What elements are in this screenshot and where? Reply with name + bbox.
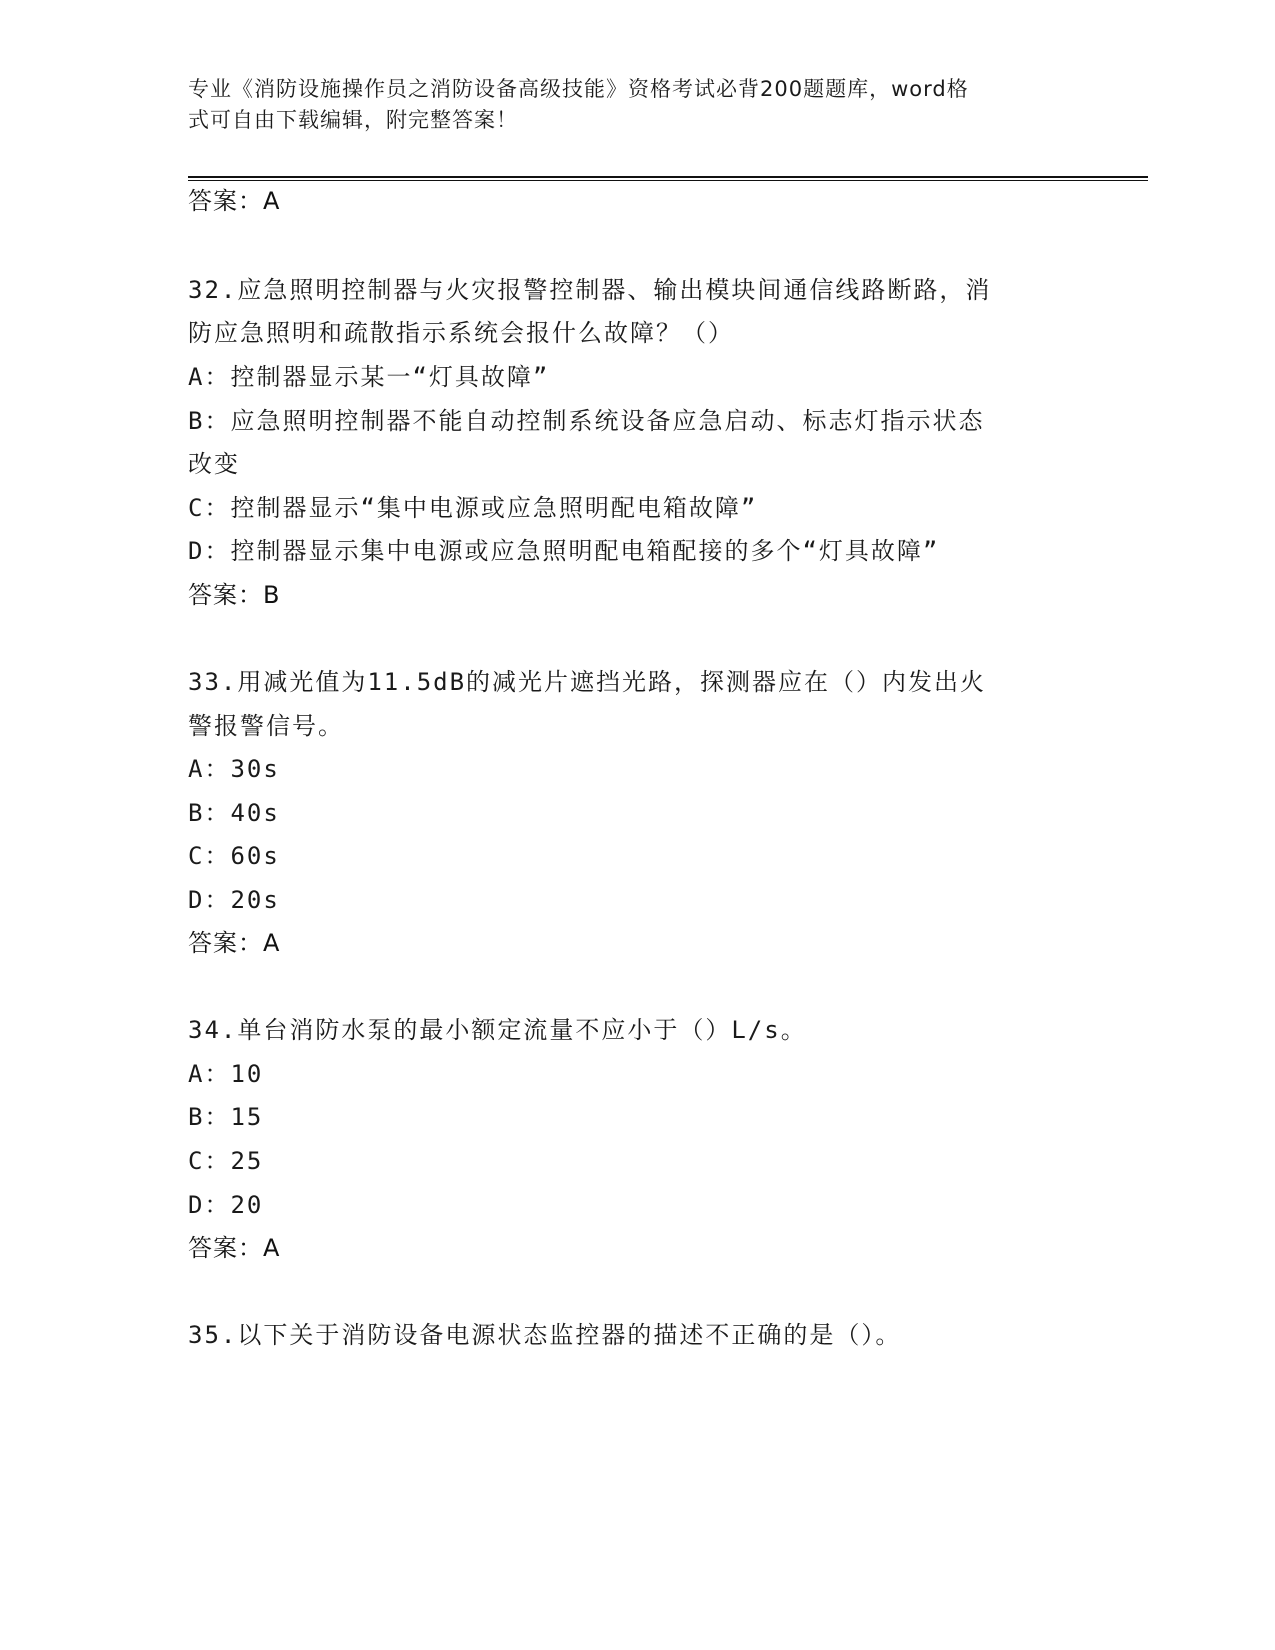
question-32-option-d: D：控制器显示集中电源或应急照明配电箱配接的多个“灯具故障” xyxy=(188,537,940,565)
question-32-option-b-line-2: 改变 xyxy=(188,450,240,478)
question-33-answer: 答案：A xyxy=(188,929,281,957)
question-32-option-a: A：控制器显示某一“灯具故障” xyxy=(188,363,550,391)
header-title-line-1: 专业《消防设施操作员之消防设备高级技能》资格考试必背200题题库，word格 xyxy=(188,77,969,101)
previous-answer: 答案：A xyxy=(188,187,281,215)
question-33-option-d: D：20s xyxy=(188,886,280,914)
question-32-answer: 答案：B xyxy=(188,581,281,609)
question-33-option-b: B：40s xyxy=(188,799,280,827)
question-34-option-b: B：15 xyxy=(188,1103,264,1131)
question-35-stem: 35.以下关于消防设备电源状态监控器的描述不正确的是（）。 xyxy=(188,1321,902,1349)
question-33-option-c: C：60s xyxy=(188,842,280,870)
question-32-option-c: C：控制器显示“集中电源或应急照明配电箱故障” xyxy=(188,494,758,522)
question-32-option-b-line-1: B：应急照明控制器不能自动控制系统设备应急启动、标志灯指示状态 xyxy=(188,407,985,435)
question-33-stem-line-1: 33.用减光值为11.5dB的减光片遮挡光路，探测器应在（）内发出火 xyxy=(188,668,987,696)
document-header xyxy=(188,74,1068,136)
header-divider xyxy=(188,176,1148,181)
question-33-stem-line-2: 警报警信号。 xyxy=(188,712,344,740)
question-34-option-c: C：25 xyxy=(188,1147,264,1175)
question-34-stem: 34.单台消防水泵的最小额定流量不应小于（）L/s。 xyxy=(188,1016,807,1044)
question-34-option-d: D：20 xyxy=(188,1191,264,1219)
question-34-option-a: A：10 xyxy=(188,1060,264,1088)
question-32-stem-line-1: 32.应急照明控制器与火灾报警控制器、输出模块间通信线路断路，消 xyxy=(188,276,992,304)
question-34-answer: 答案：A xyxy=(188,1234,281,1262)
question-33-option-a: A：30s xyxy=(188,755,280,783)
question-32-stem-line-2: 防应急照明和疏散指示系统会报什么故障？（） xyxy=(188,319,734,347)
header-title-line-2: 式可自由下载编辑，附完整答案！ xyxy=(188,108,518,132)
